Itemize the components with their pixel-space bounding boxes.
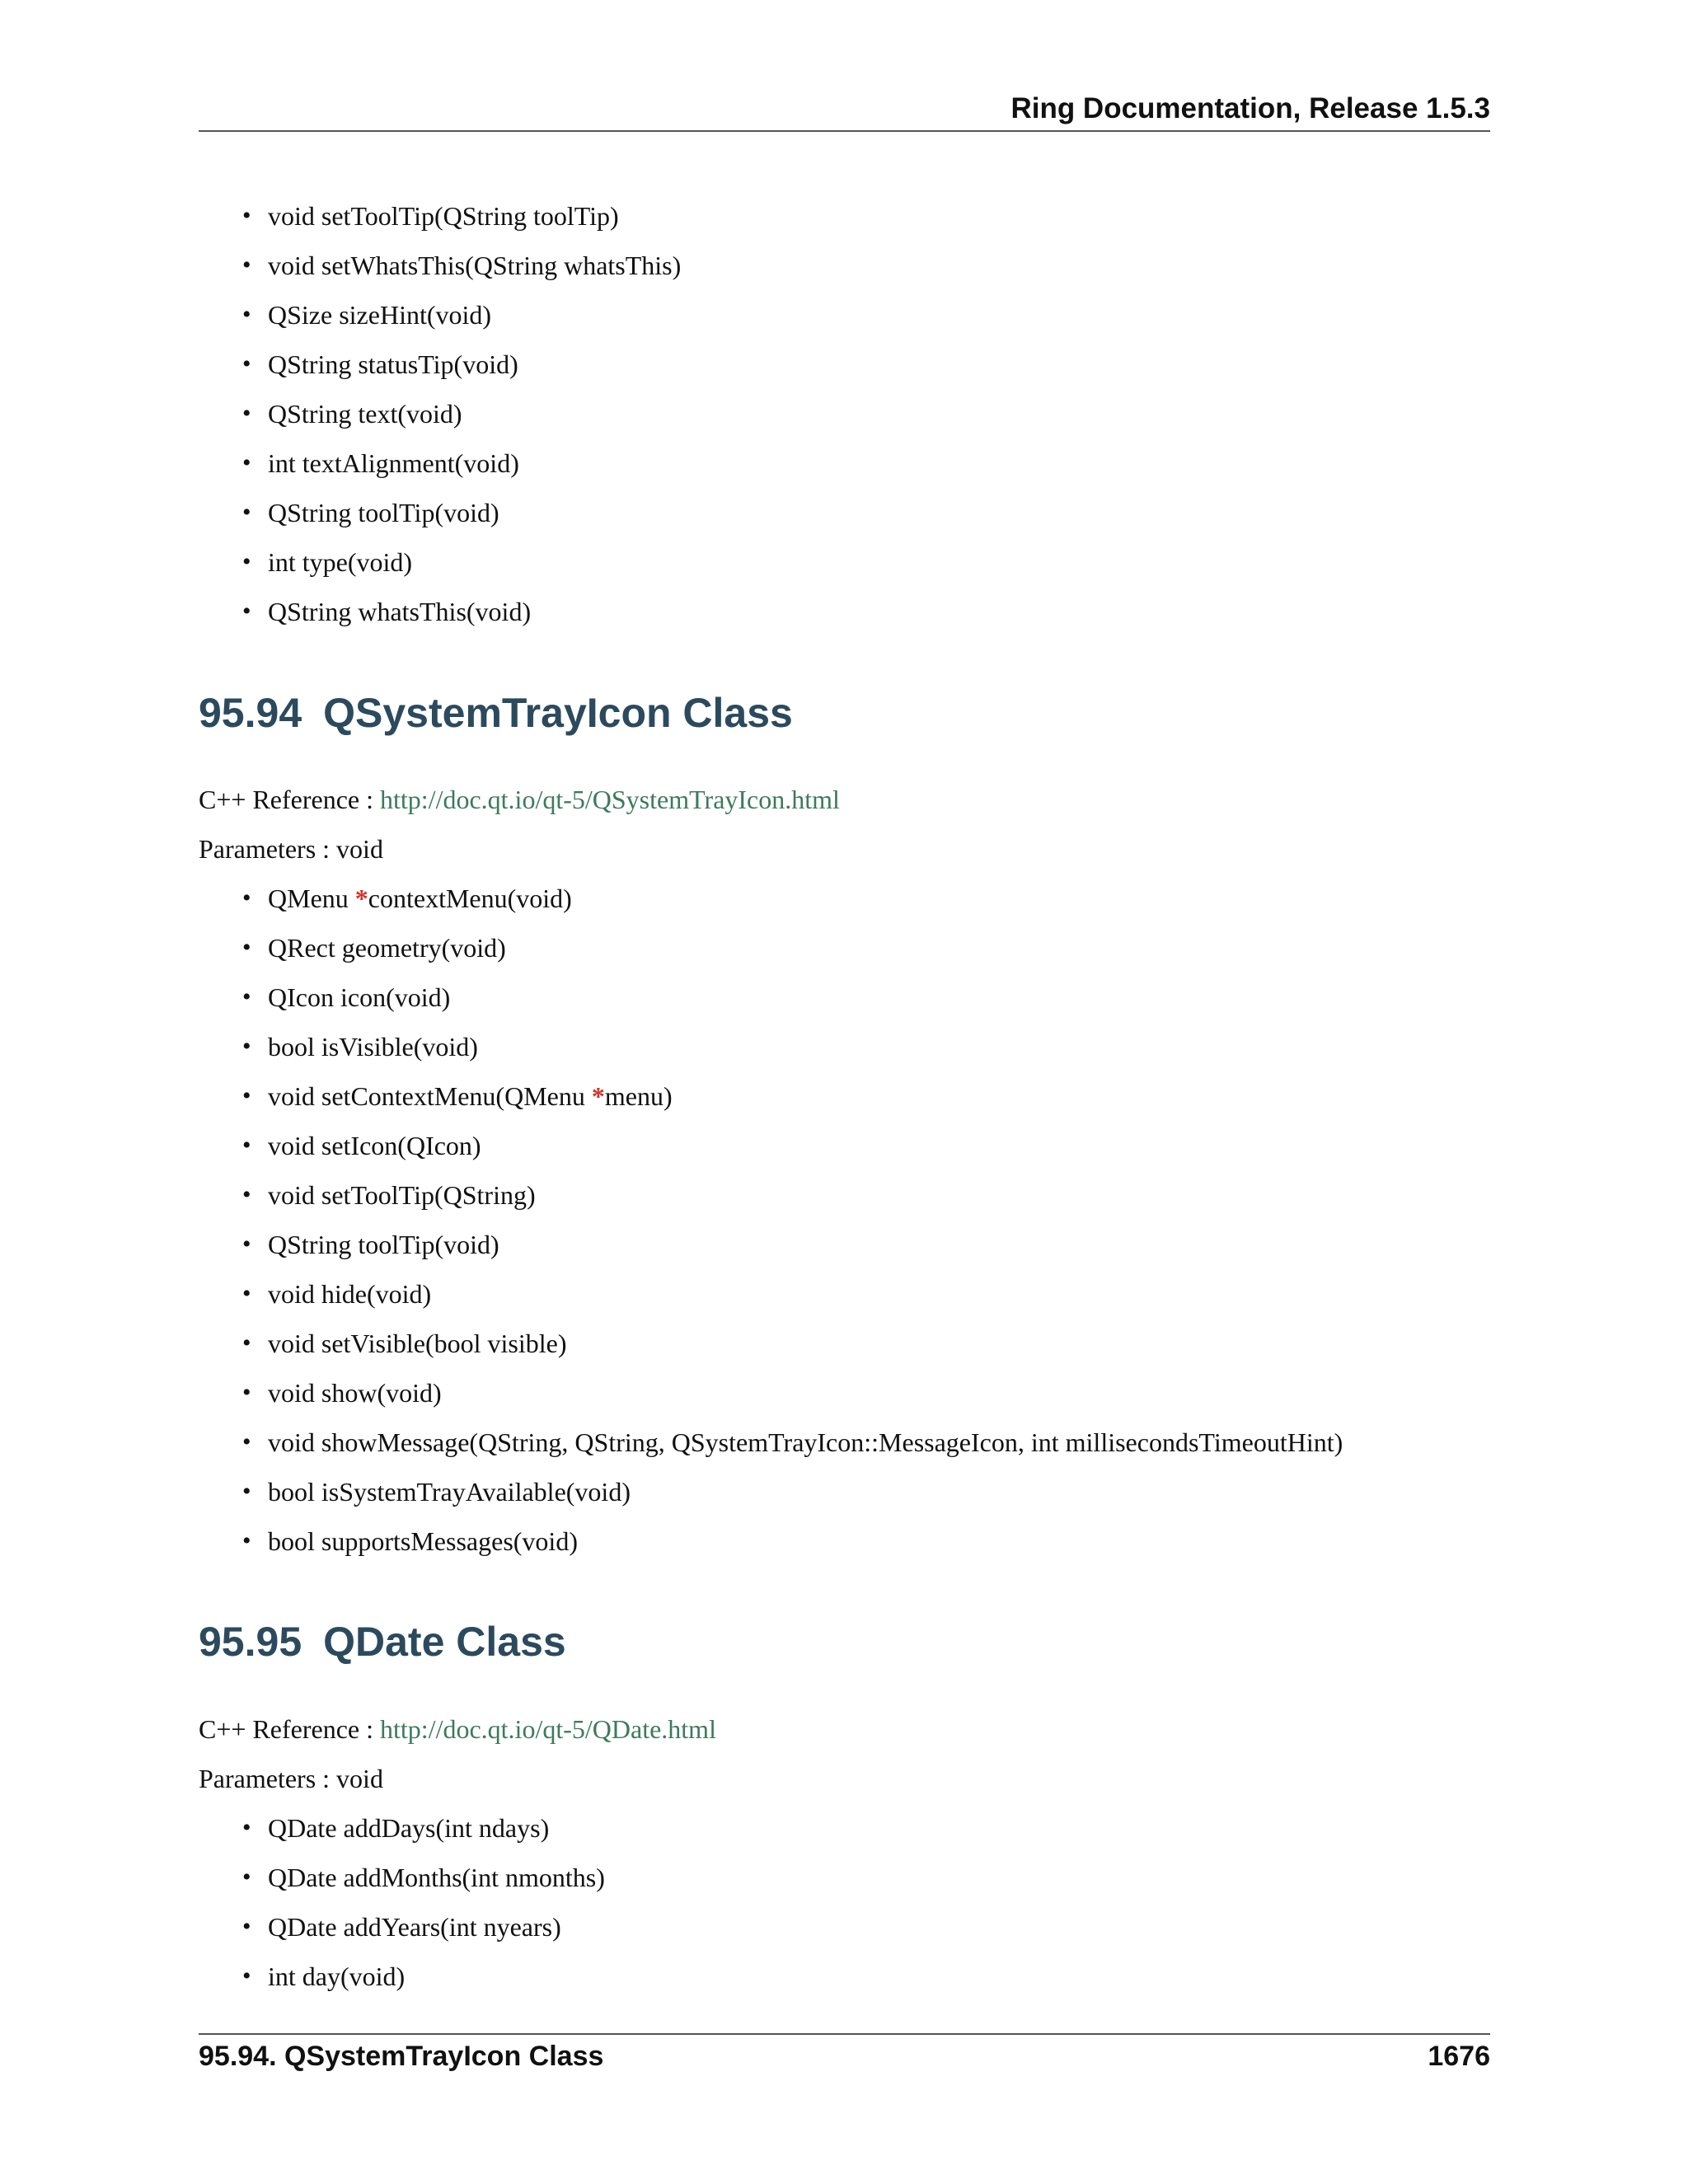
method-signature-text: QMenu xyxy=(268,883,355,913)
method-signature-text: QDate addYears(int nyears) xyxy=(268,1912,561,1942)
footer-page-number: 1676 xyxy=(1428,2041,1490,2072)
method-signature-text: QIcon icon(void) xyxy=(268,982,451,1012)
pointer-star: * xyxy=(354,883,368,913)
method-signature-text: void setIcon(QIcon) xyxy=(268,1131,481,1160)
method-signature-text: QString text(void) xyxy=(268,399,462,429)
bullet-icon: • xyxy=(242,1913,251,1940)
section-title: QSystemTrayIcon Class xyxy=(323,690,793,736)
footer-divider xyxy=(199,2033,1490,2035)
method-signature-text: QSize sizeHint(void) xyxy=(268,300,492,330)
method-list-item xyxy=(199,1952,605,2001)
method-list-item xyxy=(199,972,1343,1022)
bullet-icon: • xyxy=(242,1082,251,1109)
method-list-item xyxy=(199,1121,1343,1170)
method-signature-text: QString toolTip(void) xyxy=(268,1230,499,1259)
method-signature-text: void setToolTip(QString toolTip) xyxy=(268,201,619,231)
cpp-reference-label: C++ Reference : xyxy=(199,1714,380,1744)
bullet-icon: • xyxy=(242,934,251,961)
method-signature-text: int day(void) xyxy=(268,1961,406,1991)
bullet-icon: • xyxy=(242,1379,251,1406)
method-list-item xyxy=(199,1269,1343,1319)
method-signature-text: void setWhatsThis(QString whatsThis) xyxy=(268,251,682,280)
bullet-icon: • xyxy=(242,449,251,476)
continued-method-list xyxy=(199,191,681,636)
method-signature-text: void setContextMenu(QMenu xyxy=(268,1081,592,1111)
bullet-icon: • xyxy=(242,1230,251,1258)
bullet-icon: • xyxy=(242,548,251,575)
method-list-item xyxy=(199,389,681,438)
method-list-item xyxy=(199,191,681,241)
method-list-item xyxy=(199,340,681,389)
section-title: QDate Class xyxy=(323,1619,566,1665)
method-signature-text: bool isSystemTrayAvailable(void) xyxy=(268,1477,631,1507)
method-signature-text: QDate addMonths(int nmonths) xyxy=(268,1863,605,1892)
cpp-reference-label: C++ Reference : xyxy=(199,785,380,814)
method-signature-text: int textAlignment(void) xyxy=(268,448,519,478)
cpp-reference-link[interactable]: http://doc.qt.io/qt-5/QDate.html xyxy=(380,1714,716,1744)
method-list-item xyxy=(199,1467,1343,1516)
method-list-item xyxy=(199,1170,1343,1220)
method-list-item xyxy=(199,1902,605,1952)
bullet-icon: • xyxy=(242,400,251,427)
method-list-item xyxy=(199,1368,1343,1418)
method-list-item xyxy=(199,923,1343,972)
method-signature-text: contextMenu(void) xyxy=(368,883,572,913)
bullet-icon: • xyxy=(242,202,251,229)
method-list-item xyxy=(199,1022,1343,1071)
qdate-method-list xyxy=(199,1803,605,2001)
method-signature-text: bool supportsMessages(void) xyxy=(268,1526,578,1556)
method-list-item xyxy=(199,1071,1343,1121)
method-list-item xyxy=(199,537,681,587)
bullet-icon: • xyxy=(242,1478,251,1505)
method-list-item xyxy=(199,1853,605,1902)
bullet-icon: • xyxy=(242,983,251,1010)
pointer-star: * xyxy=(591,1081,605,1111)
cpp-reference-link[interactable]: http://doc.qt.io/qt-5/QSystemTrayIcon.html xyxy=(380,785,840,814)
bullet-icon: • xyxy=(242,301,251,328)
method-signature-text: void setToolTip(QString) xyxy=(268,1180,536,1210)
bullet-icon: • xyxy=(242,1962,251,1990)
bullet-icon: • xyxy=(242,1863,251,1891)
method-list-item xyxy=(199,1319,1343,1368)
method-signature-text: QRect geometry(void) xyxy=(268,933,506,963)
bullet-icon: • xyxy=(242,1428,251,1455)
bullet-icon: • xyxy=(242,251,251,279)
bullet-icon: • xyxy=(242,1280,251,1307)
section-number: 95.95 xyxy=(199,1619,302,1665)
cpp-reference-line xyxy=(199,781,840,818)
method-list-item xyxy=(199,1220,1343,1269)
bullet-icon: • xyxy=(242,884,251,912)
method-list-item xyxy=(199,1418,1343,1467)
method-signature-text: void showMessage(QString, QString, QSystemTrayIcon::MessageIcon, int millisecondsTimeoutHint) xyxy=(268,1427,1343,1457)
method-signature-text: void show(void) xyxy=(268,1378,442,1408)
method-signature-text: menu) xyxy=(604,1081,673,1111)
method-signature-text: void setVisible(bool visible) xyxy=(268,1329,567,1358)
bullet-icon: • xyxy=(242,1132,251,1159)
method-list-item xyxy=(199,290,681,340)
section-heading-qsystemtrayicon xyxy=(199,689,793,737)
method-signature-text: QString whatsThis(void) xyxy=(268,597,532,626)
footer-section-label: 95.94. QSystemTrayIcon Class xyxy=(199,2041,604,2072)
method-list-item xyxy=(199,488,681,537)
parameters-line: Parameters : void xyxy=(199,1764,383,1793)
bullet-icon: • xyxy=(242,1181,251,1208)
header-divider xyxy=(199,130,1490,132)
method-signature-text: QString toolTip(void) xyxy=(268,498,499,527)
method-list-item xyxy=(199,438,681,488)
section-heading-qdate xyxy=(199,1618,566,1666)
bullet-icon: • xyxy=(242,1033,251,1060)
parameters-line: Parameters : void xyxy=(199,834,383,864)
method-list-item xyxy=(199,587,681,636)
method-signature-text: int type(void) xyxy=(268,547,413,577)
method-signature-text: void hide(void) xyxy=(268,1279,432,1309)
method-signature-text: bool isVisible(void) xyxy=(268,1032,478,1062)
cpp-reference-line xyxy=(199,1711,716,1747)
qsystemtrayicon-method-list xyxy=(199,874,1343,1566)
bullet-icon: • xyxy=(242,1527,251,1554)
method-list-item xyxy=(199,874,1343,923)
running-header: Ring Documentation, Release 1.5.3 xyxy=(1010,92,1490,124)
method-signature-text: QDate addDays(int ndays) xyxy=(268,1813,550,1843)
method-signature-text: QString statusTip(void) xyxy=(268,349,518,379)
bullet-icon: • xyxy=(242,1814,251,1841)
method-list-item xyxy=(199,241,681,290)
document-page xyxy=(199,0,1490,2184)
method-list-item xyxy=(199,1516,1343,1566)
bullet-icon: • xyxy=(242,350,251,377)
section-number: 95.94 xyxy=(199,690,302,736)
bullet-icon: • xyxy=(242,499,251,526)
method-list-item xyxy=(199,1803,605,1853)
bullet-icon: • xyxy=(242,1329,251,1357)
bullet-icon: • xyxy=(242,598,251,625)
